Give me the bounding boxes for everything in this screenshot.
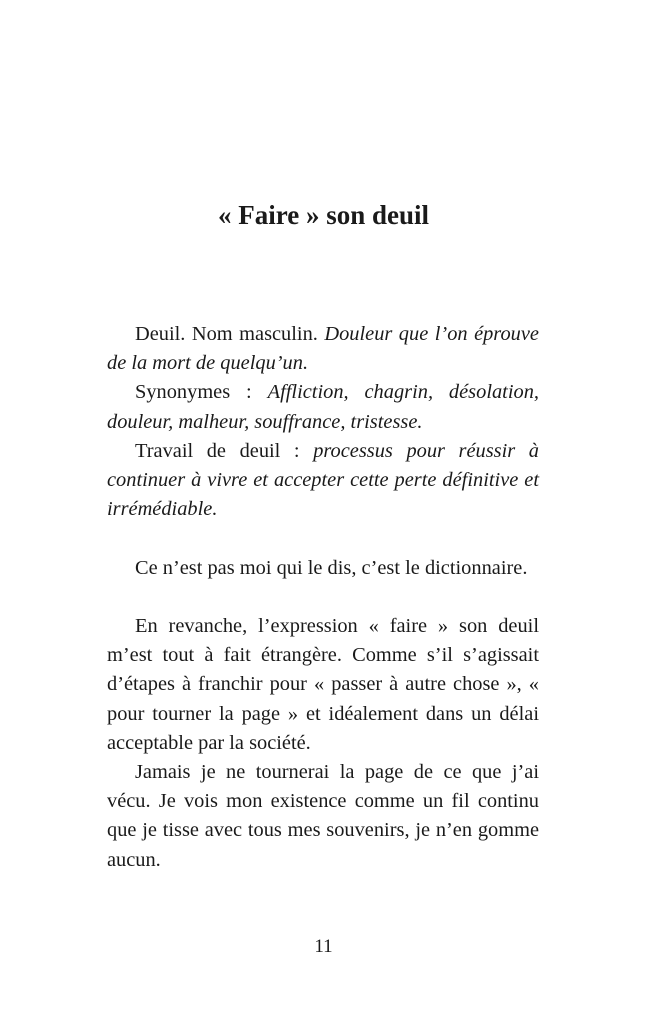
- page-number: 11: [314, 936, 333, 957]
- definition-lead: Deuil. Nom masculin.: [135, 323, 325, 345]
- paragraph-dictionnaire: Ce n’est pas moi qui le dis, c’est le dictionnaire.: [135, 556, 528, 579]
- paragraph-definition: [107, 320, 539, 378]
- chapter-title: « Faire » son deuil: [217, 200, 430, 230]
- paragraph-jamais: Jamais je ne tournerai la page de ce que j’ai vécu. Je vois mon existence comme un fil continu que je tisse avec tous mes souvenirs, je n’en gomme aucun.: [107, 761, 539, 871]
- synonyms-lead: Synonymes :: [135, 381, 268, 404]
- travail-text: processus pour réussir à continuer à vivre et accepter cette perte définitive et irrémédiable.: [107, 439, 539, 521]
- paragraph-travail-de-deuil: [107, 437, 539, 525]
- paragraph-synonyms: [107, 378, 539, 436]
- body-text: [107, 320, 539, 875]
- definition-text: Douleur que l’on éprouve de la mort de quelqu’un.: [107, 323, 539, 375]
- travail-lead: Travail de deuil :: [135, 439, 314, 462]
- synonyms-text: Affliction, chagrin, désolation, douleur, malheur, souffrance, tristesse.: [107, 381, 539, 433]
- paragraph-en-revanche: En revanche, l’expression « faire » son deuil m’est tout à fait étrangère. Comme s’il s’agissait d’étapes à franchir pour « passer à autre chose », « pour tourner la page » et idéalement dans un délai acceptable par la société.: [107, 615, 539, 754]
